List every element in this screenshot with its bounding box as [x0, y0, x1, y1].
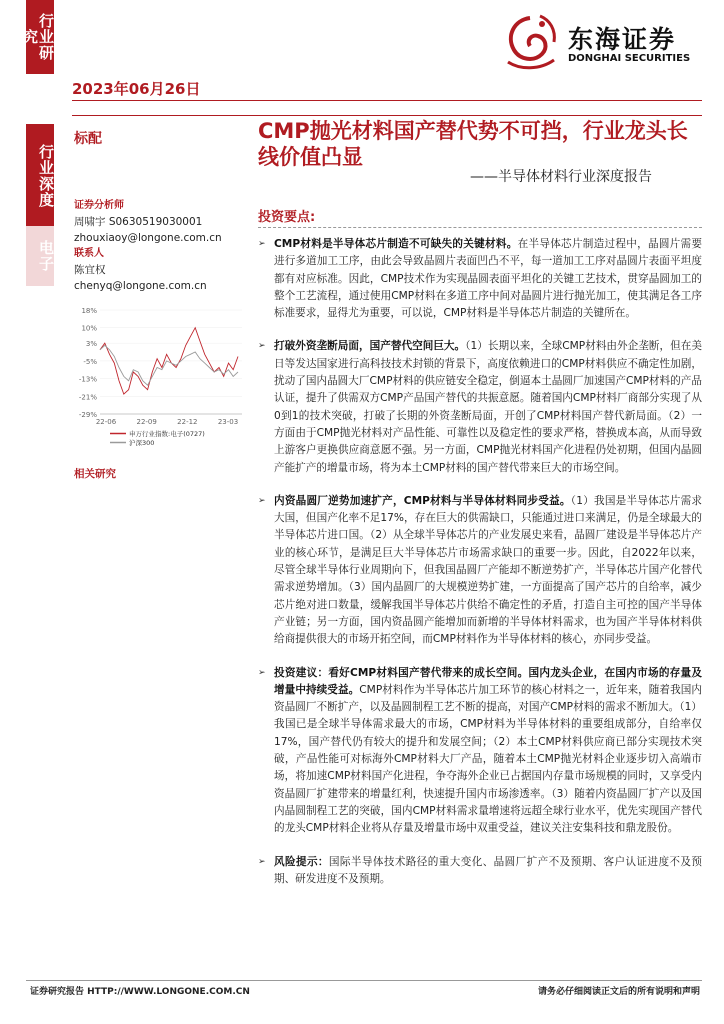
y-tick-label: -13% [78, 375, 97, 384]
y-tick-label: 10% [81, 324, 97, 333]
report-date: 2023年06月26日 [72, 80, 201, 98]
x-tick-label: 23-03 [217, 418, 239, 426]
side-tag-sector: 电子 [26, 226, 54, 286]
logo-english-name: DONGHAI SECURITIES [568, 53, 691, 64]
logo-chinese-name: 东海证券 [568, 25, 677, 54]
bullet-lead: 内资晶圆厂逆势加速扩产，CMP材料与半导体材料同步受益。 [274, 494, 571, 507]
bullet-item [258, 665, 702, 838]
header-divider-2 [72, 115, 702, 116]
bullet-text: CMP材料作为半导体芯片加工环节的核心材料之一，近年来，随着我国内资晶圆厂不断扩产，以及晶圆制程工艺不断的提高，对国产CMP材料的需求不断加大。（1）我国已是全球半导体需求最大的市场，CMP材料为半导体材料的重要组成部分，自给率仅17%，国产替代仍有较大的提升和发展空间；（2）本土CMP材料供应商已部分实现技术突破，产品性能可对标海外CMP材料大厂产品，随着本土CMP抛光材料企业逐步切入高端市场，将加速CMP材料国产化进程，争夺海外企业已占据国内存量市场规模的同时，又享受内资晶圆厂扩建带来的增量红利，快速提升国内市场渗透率。（3）随着内资晶圆厂扩产以及国内晶圆制程工艺的突破，国内CMP材料需求量增速将远超全球行业水平，优先实现国产替代的龙头CMP材料企业将从存量及增量市场中双重受益，建议关注安集科技和鼎龙股份。 [274, 683, 702, 835]
contact-label: 联系人 [74, 248, 104, 259]
industry-rating: 标配 [74, 131, 102, 147]
analyst-info [74, 198, 244, 294]
logo-emblem-icon [500, 10, 562, 76]
section-divider [258, 227, 702, 228]
analyst-name: 周啸宇 S0630519030001 [74, 216, 203, 228]
related-research-label: 相关研究 [74, 468, 116, 480]
arrow-bullet-icon: ➢ [258, 341, 266, 352]
bullet-lead: 投资建议：看好CMP材料国产替代带来的成长空间。国内龙头企业，在国内市场的存量及增量中持续受益。 [274, 666, 702, 696]
bullet-item [258, 493, 702, 649]
series-line [100, 345, 238, 385]
company-logo [500, 10, 700, 80]
bullet-text: 国际半导体技术路径的重大变化、晶圆厂扩产不及预期、客户认证进度不及预期、研发进度不及预期。 [274, 855, 702, 885]
contact-name: 陈宜权 [74, 264, 106, 276]
bullet-item [258, 338, 702, 476]
side-tag-industry-research: 行业研究 [26, 0, 54, 74]
x-tick-label: 22-06 [95, 418, 117, 426]
arrow-bullet-icon: ➢ [258, 667, 266, 678]
arrow-bullet-icon: ➢ [258, 856, 266, 867]
y-tick-label: 18% [81, 307, 97, 315]
y-tick-label: -5% [83, 357, 97, 366]
report-subtitle: ——半导体材料行业深度报告 [470, 169, 652, 185]
section-title: 投资要点: [258, 210, 316, 225]
bullet-item [258, 854, 702, 889]
arrow-bullet-icon: ➢ [258, 495, 266, 506]
x-tick-label: 22-09 [136, 418, 157, 426]
side-tag-industry-depth: 行业深度 [26, 124, 54, 228]
bullet-text: （1）长期以来，全球CMP材料由外企垄断，但在美日等发达国家进行高科技技术封锁的背景下，高度依赖进口的CMP材料供应不确定性加剧，扰动了国内晶圆大厂CMP材料的供应链安全稳定，倒逼本土晶圆厂加速国产CMP材料的产品认证，提升了供需双方CMP产品国产替代的共振意愿。随着国内CMP材料厂商部分实现了从0到1的技术突破，打破了长期的外资垄断局面，开创了CMP材料国产替代新局面。（2）一方面由于CMP抛光材料对产品性能、可靠性以及稳定性的要求严格，替换成本高，从而导致上游客户更换供应商意愿不强。另一方面，CMP抛光材料国产化进程仍处初期，但国内晶圆产能扩产的增量市场，将为本土CMP材料的国产替代带来巨大的市场空间。 [274, 340, 702, 474]
arrow-bullet-icon: ➢ [258, 239, 266, 249]
contact-email: chenyq@longone.com.cn [74, 280, 207, 292]
bullet-item [258, 236, 702, 322]
bullet-text: （1）我国是半导体芯片需求大国，但国产化率不足17%，存在巨大的供需缺口，只能通过进口来满足，仍是全球最大的半导体芯片进口国。（2）从全球半导体芯片的产业发展史来看，晶圆厂建设是半导体芯片产业的核心环节，是满足巨大半导体芯片市场需求缺口的重要一步。因此，自2022年以来，尽管全球半导体行业周期向下，但我国晶圆厂产能却不断逆势扩产，半导体芯片国产化替代需求逆势增加。（3）国内晶圆厂的大规模逆势扩建，一方面提高了国产芯片的自给率，减少芯片绝对进口数量，缓解我国半导体芯片供给不确定性的矛盾，打造自主可控的国产半导体产业链；另一方面，国内资晶圆产能增加而新增的半导体材料需求，也为国产半导体材料供给商提供很大的市场开拓空间，而CMP材料作为半导体材料的核心，亦同步受益。 [274, 494, 702, 646]
bullet-lead: 风险提示： [274, 855, 329, 868]
analyst-email: zhouxiaoy@longone.com.cn [74, 232, 222, 244]
footer-disclaimer: 请务必仔细阅读正文后的所有说明和声明 [537, 987, 700, 997]
y-tick-label: -29% [78, 411, 97, 419]
performance-chart [74, 306, 244, 456]
header-divider [72, 100, 702, 101]
y-tick-label: -21% [78, 393, 97, 402]
bullet-lead: 打破外资垄断局面，国产替代空间巨大。 [274, 340, 466, 353]
investment-points [258, 236, 702, 904]
analyst-label: 证券分析师 [74, 200, 124, 211]
report-title: CMP抛光材料国产替代势不可挡，行业龙头长线价值凸显 [258, 119, 688, 169]
x-tick-label: 22-12 [177, 418, 198, 426]
legend-label: 申万行业指数:电子(0727) [129, 430, 205, 438]
bullet-lead: CMP材料是半导体芯片制造不可缺失的关键材料。 [274, 238, 518, 250]
y-tick-label: 3% [85, 340, 97, 349]
footer-left: 证券研究报告 HTTP://WWW.LONGONE.COM.CN [30, 987, 250, 997]
footer-divider [26, 980, 702, 981]
bullet-text: 在半导体芯片制造过程中，晶圆片需要进行多道加工工序，由此会导致晶圆片表面凹凸不平，每一道加工工序对晶圆片表面平坦度都有对应标准。因此，CMP技术作为实现晶圆表面平坦化的关键工艺技术，贯穿晶圆加工的整个工艺流程，通过使用CMP材料在多道工序中间对晶圆片进行抛光加工，使其满足各工序标准要求，显得尤为重要，可以说，CMP材料是半导体芯片制造的关键所在。 [274, 238, 702, 320]
legend-label: 沪深300 [129, 439, 155, 447]
